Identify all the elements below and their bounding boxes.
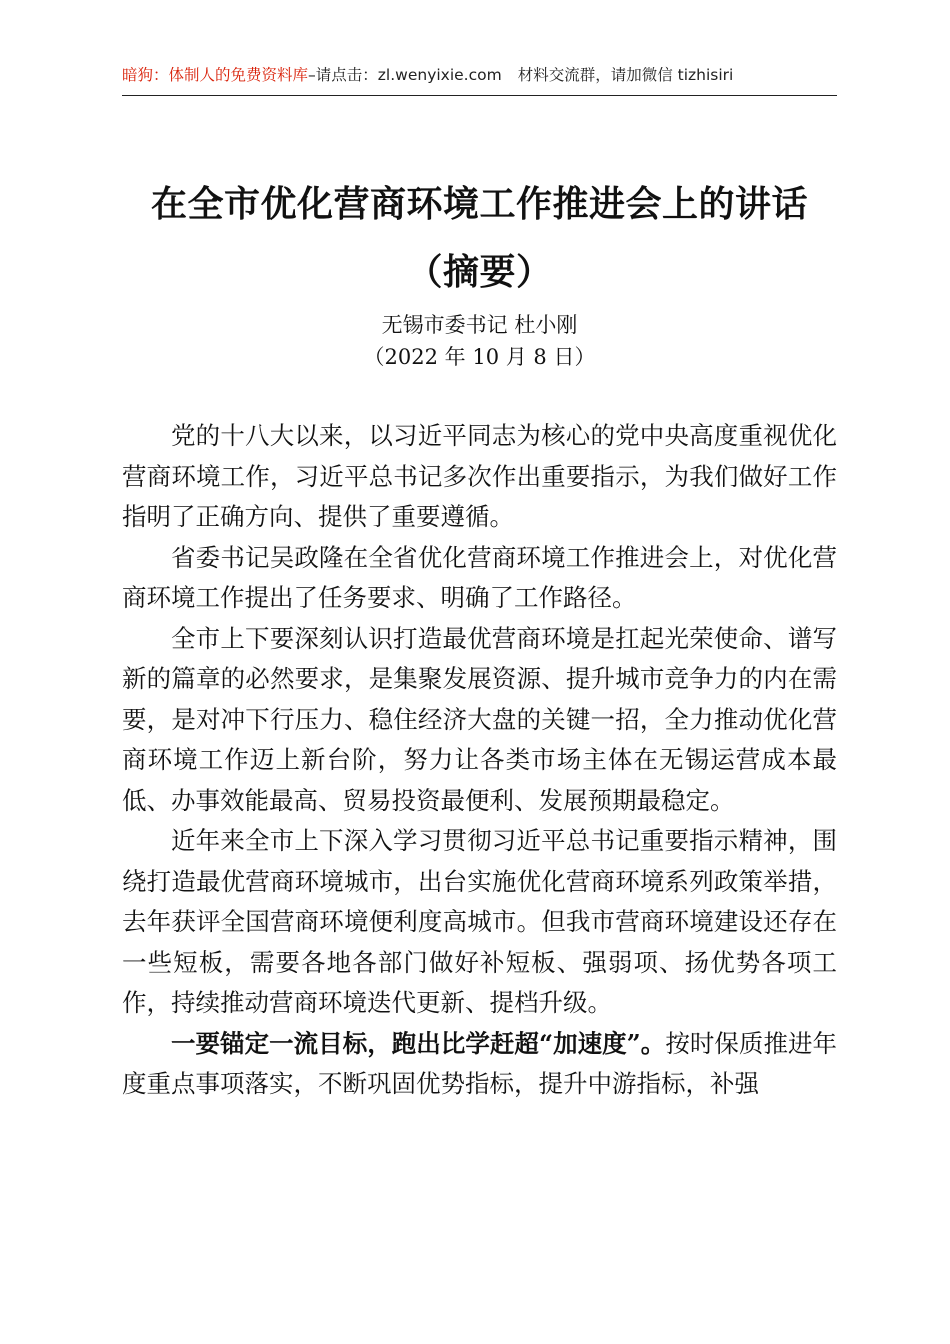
document-title: 在全市优化营商环境工作推进会上的讲话（摘要） [150, 183, 808, 293]
page-header [122, 63, 837, 96]
body-paragraph: 省委书记吴政隆在全省优化营商环境工作推进会上，对优化营商环境工作提出了任务要求、明确了工作路径。 [122, 542, 837, 612]
document-body [122, 416, 837, 1105]
body-paragraph: 党的十八大以来，以习近平同志为核心的党中央高度重视优化营商环境工作，习近平总书记多次作出重要指示，为我们做好工作指明了正确方向、提供了重要遵循。 [122, 421, 837, 531]
paragraph-lead-heading: 一要锚定一流目标，跑出比学赶超“加速度”。 [171, 1028, 666, 1058]
body-paragraph [122, 1024, 837, 1105]
promo-click-text: –请点击： [308, 66, 378, 84]
paragraph-rest: 按时保质推进年度重点事项落实，不断巩固优势指标，提升中游指标，补强 [122, 1028, 838, 1098]
promo-url-link[interactable]: zl.wenyixie.com [377, 66, 502, 84]
document-date: （2022 年 10 月 8 日） [363, 345, 596, 369]
body-paragraph: 近年来全市上下深入学习贯彻习近平总书记重要指示精神，围绕打造最优营商环境城市，出台实施优化营商环境系列政策举措，去年获评全国营商环境便利度高城市。但我市营商环境建设还存在一些短板，需要各地各部门做好补短板、强弱项、扬优势各项工作，持续推动营商环境迭代更新、提档升级。 [122, 826, 837, 1017]
promo-wechat-text: 材料交流群，请加微信 tizhisiri [517, 66, 734, 84]
body-paragraph: 全市上下要深刻认识打造最优营商环境是扛起光荣使命、谱写新的篇章的必然要求，是集聚发展资源、提升城市竞争力的内在需要，是对冲下行压力、稳住经济大盘的关键一招，全力推动优化营商环境工作迈上新台阶，努力让各类市场主体在无锡运营成本最低、办事效能最高、贸易投资最便利、发展预期最稳定。 [122, 623, 837, 815]
document-author: 无锡市委书记 杜小刚 [381, 313, 578, 337]
promo-text: 暗狗：体制人的免费资料库 [122, 66, 309, 84]
